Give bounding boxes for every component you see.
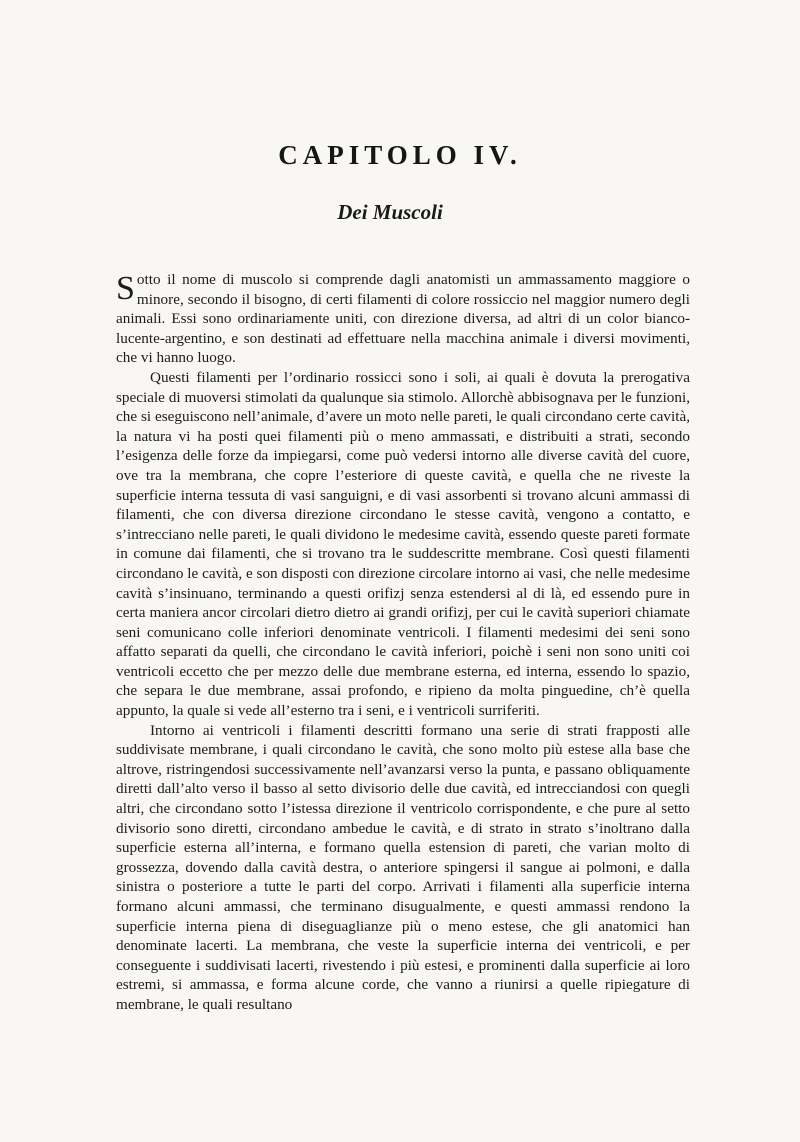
paragraph-1 bbox=[116, 270, 690, 368]
chapter-title: CAPITOLO IV. bbox=[278, 140, 522, 170]
paragraph-3: Intorno ai ventricoli i filamenti descritti formano una serie di strati frapposti alle suddivisate membrane, i quali circondano le cavità, che sono molto più estese alla base che altrove, ristringendosi successivamente nell’avanzarsi verso la punta, e passano obliquamente diretti dall’alto verso il basso al setto divisorio delle due cavità, ed intrecciandosi con quegli altri, che circondano sotto l’istessa direzione il ventricolo corrispondente, e che pure al setto divisorio sono diretti, circondano ambedue le cavità, e di strato in strato s’inoltrano dalla superficie esterna all’interna, e formano quella estension di pareti, che varian molto di grossezza, dovendo dalla cavità destra, o anteriore spingersi il sangue ai polmoni, e dalla sinistra o posteriore a tutte le parti del corpo. Arrivati i filamenti alla superficie interna formano alcuni ammassi, che terminano disugualmente, e questi ammassi rendono la superficie interna piena di diseguaglianze più o meno estese, che gli anatomici han denominate lacerti. La membrana, che veste la superficie interna dei ventricoli, e per conseguente i suddivisati lacerti, rivestendo i più estesi, e prominenti dalla superficie ai loro estremi, si ammassa, e forma alcune corde, che vanno a riunirsi a quelle ripiegature di membrane, le quali resultano bbox=[116, 721, 690, 1013]
chapter-subtitle: Dei Muscoli bbox=[337, 200, 443, 224]
body-text bbox=[116, 270, 690, 1015]
paragraph-1-text: otto il nome di muscolo si comprende dagli anatomisti un ammassamento maggiore o minore, secondo il bisogno, di certi filamenti di colore rossiccio nel maggior numero degli animali. Essi sono ordinariamente uniti, con direzione diversa, ad altri di un color bianco-lucente-argentino, e son destinati ad effettuare nella macchina animale i diversi movimenti, che vi hanno luogo. bbox=[116, 271, 690, 367]
drop-cap: S bbox=[116, 270, 135, 307]
paragraph-2: Questi filamenti per l’ordinario rossicci sono i soli, ai quali è dovuta la prerogativa speciale di muoversi stimolati da qualunque sia stimolo. Allorchè abbisognava per le funzioni, che si eseguiscono nell’animale, d’avere un moto nelle pareti, le quali circondano certe cavità, la natura vi ha posti quei filamenti più o meno ammassati, e distribuiti a strati, secondo l’esigenza delle forze da impiegarsi, come può vedersi intorno alle diverse cavità del cuore, ove tra la membrana, che copre l’esteriore di queste cavità, e quella che ne riveste la superficie interna tessuta di vasi sanguigni, e di vasi assorbenti si trovano alcuni ammassi di filamenti, che con diversa direzione circondano le stesse cavità, vengono a contatto, e s’intrecciano nelle pareti, le quali dividono le medesime cavità, essendo queste pareti formate in comune dai filamenti, che si trovano tra le suddescritte membrane. Così questi filamenti circondano le cavità, e son disposti con direzione circolare intorno ai vasi, che nelle medesime cavità s’insinuano, terminando a questi orifizj senza estendersi al di là, ed essendo pure in certa maniera ancor circolari dietro dietro ai grandi orifizj, per cui le cavità superiori chiamate seni comunicano colle inferiori denominate ventricoli. I filamenti medesimi dei seni sono affatto separati da quelli, che circondano le cavità inferiori, poichè i seni non sono uniti coi ventricoli eccetto che per mezzo delle due membrane esterna, ed interna, essendo lo spazio, che separa le due membrane, assai profondo, e ripieno da molta pinguedine, ch’è quella appunto, la quale si vede all’esterno tra i seni, e i ventricoli surriferiti. bbox=[116, 368, 690, 720]
